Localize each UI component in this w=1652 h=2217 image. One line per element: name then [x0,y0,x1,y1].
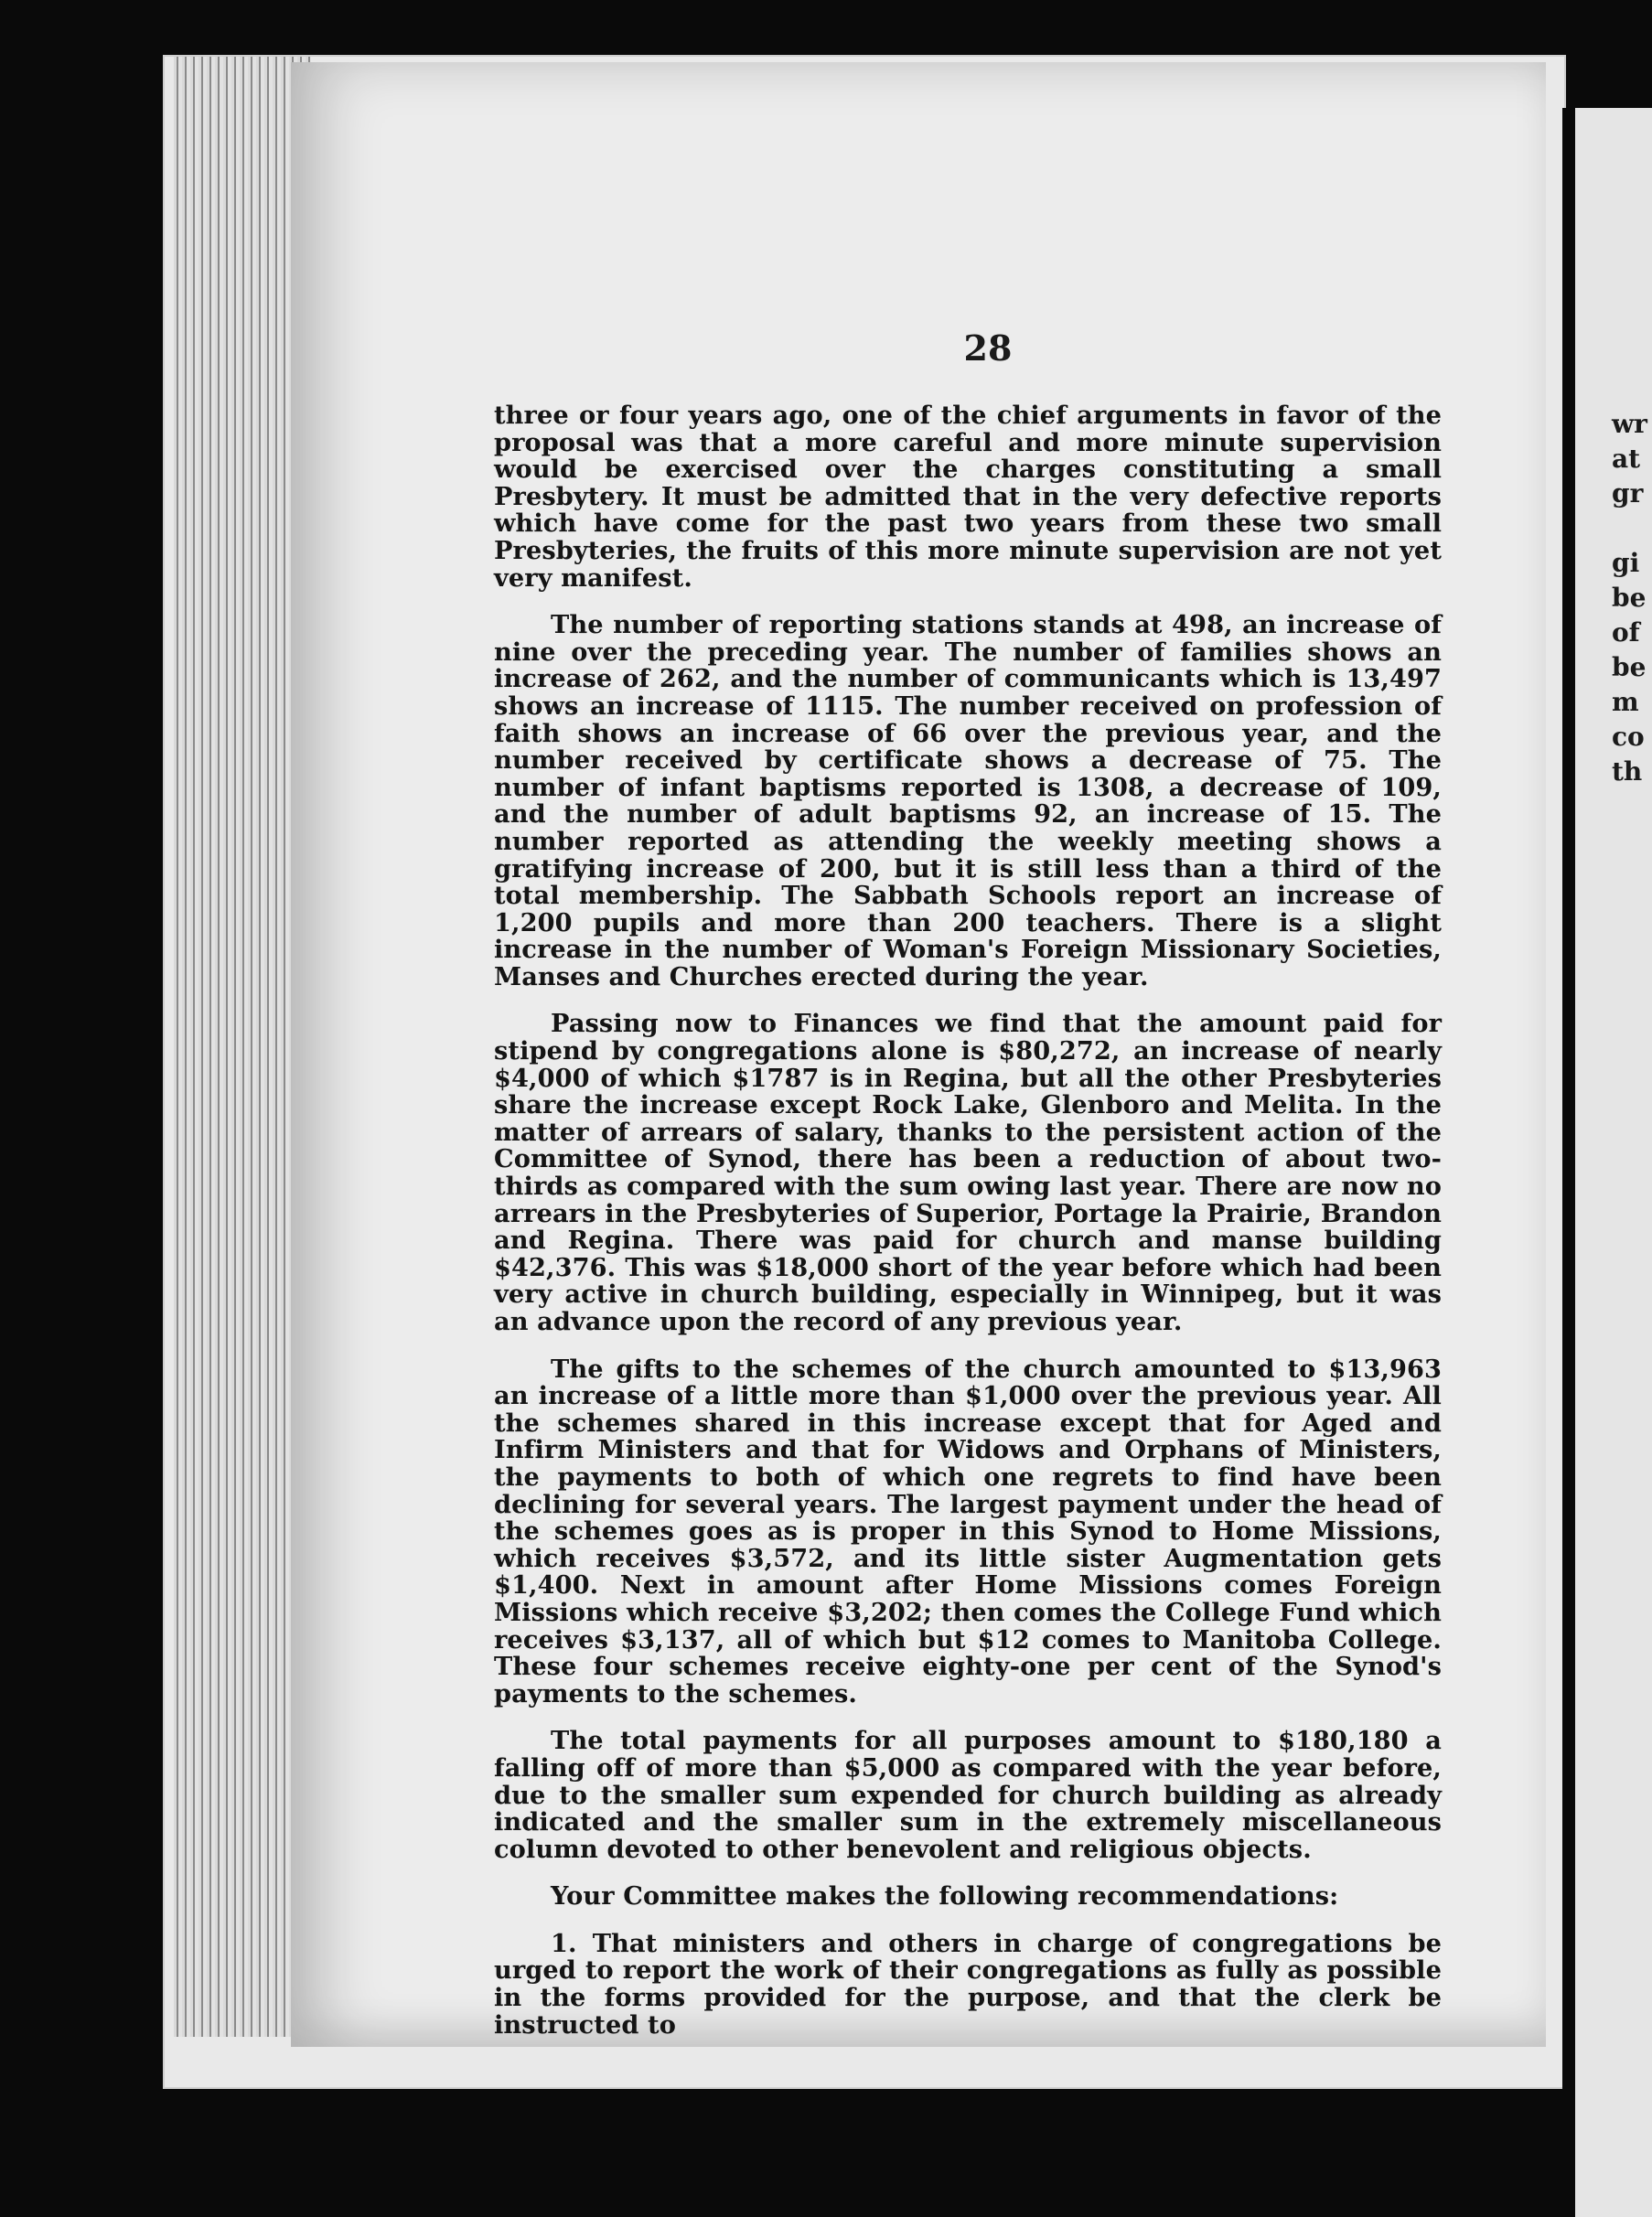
body-text [494,402,1442,2059]
paragraph: The gifts to the schemes of the church amounted to $13,963 an increase of a little more than $1,000 over the previous year. All the schemes shared in this increase except that for Aged and Infirm Ministers and that for Widows and Orphans of Ministers, the payments to both of which one regrets to find have been declining for several years. The largest payment under the head of the schemes goes as is proper in this Synod to Home Missions, which receives $3,572, and its little sister Augmentation gets $1,400. Next in amount after Home Missions comes Foreign Missions which receive $3,202; then comes the College Fund which receives $3,137, all of which but $12 comes to Manitoba College. These four schemes receive eighty-one per cent of the Synod's payments to the schemes. [494,1354,1442,1708]
next-page-fragment: wr at gr gi be of be m co th [1612,409,1647,787]
paragraph: 1. That ministers and others in charge of congregations be urged to report the work of their congregations as fully as possible in the forms provided for the purpose, and that the clerk be instructed to [494,1928,1442,2040]
paragraph: Passing now to Finances we find that the amount paid for stipend by congregations alone is $80,272, an increase of nearly $4,000 of which $1787 is in Regina, but all the other Presbyteries share the increase except Rock Lake, Glenboro and Melita. In the matter of arrears of salary, thanks to the persistent action of the Committee of Synod, there has been a reduction of about two-thirds as compared with the sum owing last year. There are now no arrears in the Presbyteries of Superior, Portage la Prairie, Brandon and Regina. There was paid for church and manse building $42,376. This was $18,000 short of the year before which had been very active in church building, especially in Winnipeg, but it was an advance upon the record of any previous year. [494,1009,1442,1336]
paragraph: The number of reporting stations stands at 498, an increase of nine over the preceding year. The number of families shows an increase of 262, and the number of communicants which is 13,497 shows an increase of 1115. The number received on profession of faith shows an increase of 66 over the previous year, and the number received by certificate shows a decrease of 75. The number of infant baptisms reported is 1308, a decrease of 109, and the number of adult baptisms 92, an increase of 15. The number reported as attending the weekly meeting shows a gratifying increase of 200, but it is still less than a third of the total membership. The Sabbath Schools report an increase of 1,200 pupils and more than 200 teachers. There is a slight increase in the number of Woman's Foreign Missionary Societies, Manses and Churches erected during the year. [494,610,1442,991]
paragraph: Your Committee makes the following recommendations: [551,1881,1339,1912]
paragraph: three or four years ago, one of the chief arguments in favor of the proposal was that a more careful and more minute supervision would be exercised over the charges constituting a small Presbytery. It must be admitted that in the very defective reports which have come for the past two years from these two small Presbyteries, the fruits of this more minute supervision are not yet very manifest. [494,401,1442,593]
page-number: 28 [963,327,1013,369]
paragraph: The total payments for all purposes amount to $180,180 a falling off of more than $5,000 as compared with the year before, due to the smaller sum expended for church building as already indicated and the smaller sum in the extremely miscellaneous column devoted to other benevolent and religious objects. [494,1726,1442,1864]
